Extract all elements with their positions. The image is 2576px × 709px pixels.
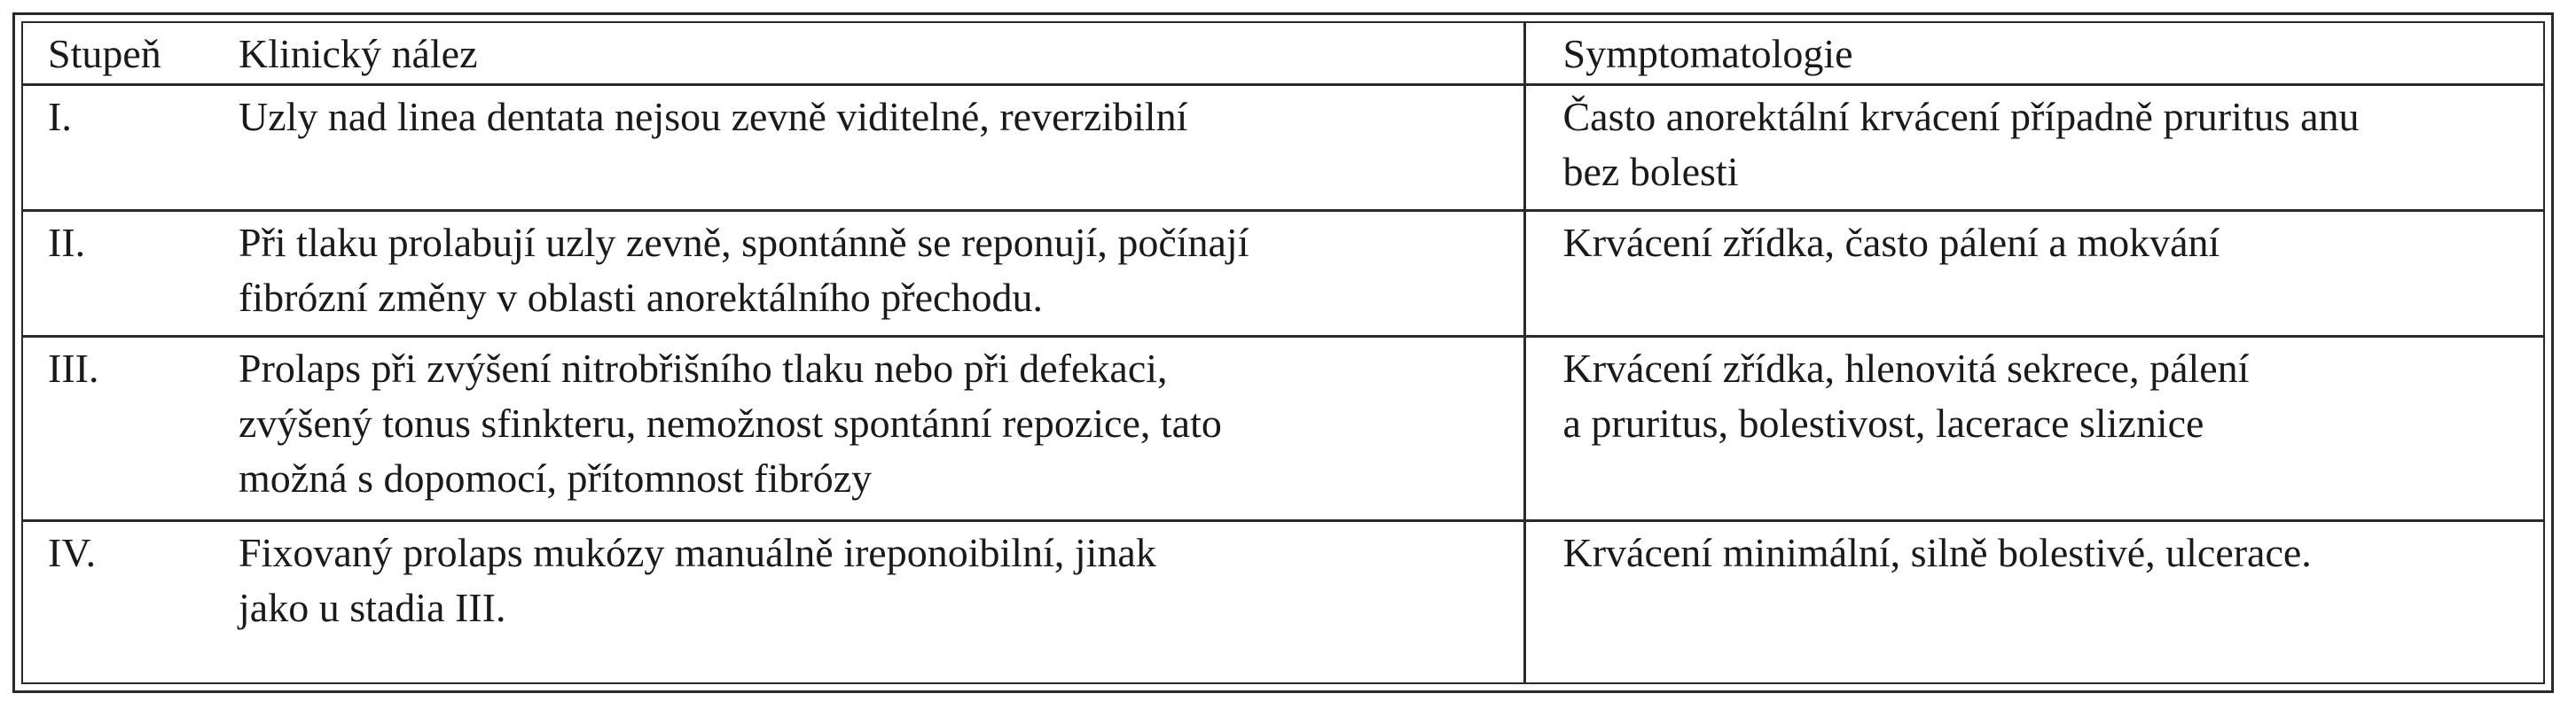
table-row — [22, 84, 2544, 210]
finding-cell: Při tlaku prolabují uzly zevně, spontánně se reponují, počínají fibrózní změny v oblasti anorektálního přechodu. — [239, 210, 1524, 336]
table-row — [22, 210, 2544, 336]
grade-cell: IV. — [22, 520, 239, 683]
symptoms-cell: Krvácení zřídka, hlenovitá sekrece, pálení a pruritus, bolestivost, lacerace sliznice — [1524, 336, 2544, 520]
grade-cell: I. — [22, 84, 239, 210]
header-symptoms: Symptomatologie — [1524, 22, 2544, 84]
grade-cell: II. — [22, 210, 239, 336]
symptoms-cell: Krvácení minimální, silně bolestivé, ulcerace. — [1524, 520, 2544, 683]
finding-cell: Fixovaný prolaps mukózy manuálně ireponoibilní, jinak jako u stadia III. — [239, 520, 1524, 683]
hemorrhoid-grading-table — [21, 21, 2545, 684]
table-row — [22, 336, 2544, 520]
header-finding: Klinický nález — [239, 22, 1524, 84]
finding-cell: Prolaps při zvýšení nitrobřišního tlaku nebo při defekaci, zvýšený tonus sfinkteru, nemožnost spontánní repozice, tato možná s dopomocí, přítomnost fibrózy — [239, 336, 1524, 520]
symptoms-cell: Krvácení zřídka, často pálení a mokvání — [1524, 210, 2544, 336]
symptoms-cell: Často anorektální krvácení případně pruritus anu bez bolesti — [1524, 84, 2544, 210]
table-row — [22, 520, 2544, 683]
table-header-row — [22, 22, 2544, 84]
finding-cell: Uzly nad linea dentata nejsou zevně viditelné, reverzibilní — [239, 84, 1524, 210]
table-frame — [12, 12, 2554, 693]
grade-cell: III. — [22, 336, 239, 520]
header-grade: Stupeň — [22, 22, 239, 84]
